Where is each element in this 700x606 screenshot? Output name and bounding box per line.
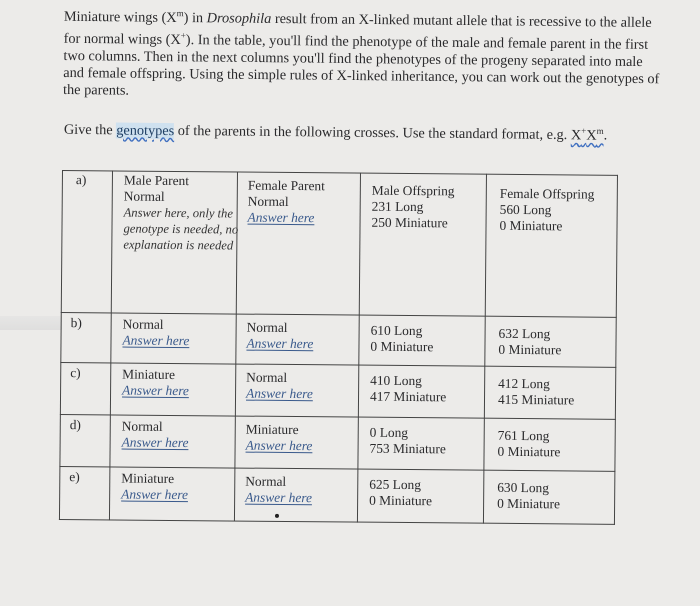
intro-text-4: result from an X-linked mutant allele that is recessive to the allele for normal wings (X xyxy=(63,10,652,48)
table-col-divider xyxy=(109,170,113,520)
male-parent-header: Male Parent xyxy=(123,172,190,189)
male-offspring-header: Male Offspring xyxy=(371,182,455,199)
female-offspring-cell: 630 Long 0 Miniature xyxy=(497,479,561,512)
answer-field[interactable]: Answer here xyxy=(122,382,189,399)
instruction-paragraph: Give the genotypes of the parents in the following crosses. Use the standard format, e.g. $X^+X^m$. xyxy=(63,121,608,144)
male-offspring-cell: 410 Long 417 Miniature xyxy=(369,372,447,405)
answer-field[interactable]: Answer here xyxy=(245,385,313,402)
answer-field[interactable]: Answer here xyxy=(247,209,315,226)
female-parent-cell: Normal Answer here xyxy=(236,370,366,403)
row-label: d) xyxy=(69,417,81,433)
female-offspring-cell: 761 Long 0 Miniature xyxy=(497,427,561,460)
instruction-text-1: Give the xyxy=(63,121,117,139)
intro-text-1: Miniature wings (X xyxy=(63,8,177,26)
male-parent-cell: Normal Answer here xyxy=(114,316,240,349)
row-label: b) xyxy=(70,315,82,331)
edge-shadow xyxy=(0,316,62,330)
male-offspring-cell: Male Offspring 231 Long 250 Miniature xyxy=(361,183,493,232)
row-label: e) xyxy=(69,469,80,485)
male-offspring-cell: 610 Long 0 Miniature xyxy=(370,322,434,355)
female-parent-cell xyxy=(238,178,368,227)
female-parent-cell: Miniature Answer here xyxy=(236,422,366,455)
female-parent-cell: Normal Answer here xyxy=(235,474,365,507)
answer-field[interactable]: Answer here xyxy=(245,437,313,454)
male-parent-cell xyxy=(115,172,242,253)
male-parent-cell: Miniature Answer here xyxy=(114,366,240,399)
female-offspring-cell: 412 Long 415 Miniature xyxy=(497,375,575,408)
female-offspring-cell: 632 Long 0 Miniature xyxy=(498,325,562,358)
female-parent-phenotype: Normal xyxy=(247,193,289,209)
crosses-table xyxy=(59,170,618,525)
female-parent-header: Female Parent xyxy=(247,177,325,194)
male-offspring-cell: 625 Long 0 Miniature xyxy=(369,476,433,509)
instruction-highlight: genotypes xyxy=(116,122,175,139)
intro-paragraph xyxy=(63,4,664,106)
male-parent-cell: Normal Answer here xyxy=(114,418,240,451)
male-parent-phenotype: Normal xyxy=(123,188,165,204)
table-border-bottom xyxy=(59,519,615,525)
answer-field[interactable]: Answer here xyxy=(121,486,189,503)
instruction-text-2: of the parents in the following crosses. Use the standard format, e.g. xyxy=(174,122,571,144)
female-parent-cell: Normal Answer here xyxy=(236,320,366,353)
intro-sup-1: m xyxy=(176,8,184,19)
answer-field[interactable]: Answer here xyxy=(246,335,314,352)
intro-text-5: ). In the table, you'll find the phenotype of the male and female parent in the first two columns. Then in the next columns you'll find the phenotypes of the progeny separated into male and female offspring. Using the simple rules of X-linked inheritance, you can work out the genotypes of the parents. xyxy=(63,32,660,100)
intro-species: Drosophila xyxy=(206,10,272,27)
answer-field[interactable]: Answer here xyxy=(245,489,313,506)
answer-field[interactable]: Answer here xyxy=(122,332,190,349)
row-label: c) xyxy=(70,365,81,381)
row-label: a) xyxy=(75,172,87,188)
ink-dot xyxy=(275,514,279,518)
answer-field[interactable]: Answer here xyxy=(121,434,189,451)
intro-text-2: ) in xyxy=(183,10,207,27)
intro-sup-2: + xyxy=(180,30,186,41)
male-parent-cell: Miniature Answer here xyxy=(113,470,239,503)
table-border-left xyxy=(59,170,63,520)
male-offspring-cell: 0 Long 753 Miniature xyxy=(369,424,446,457)
format-example: $X^+X^m$ xyxy=(570,125,604,144)
answer-field-note[interactable]: Answer here, only the genotype is needed, no explanation is needed xyxy=(123,205,239,253)
female-offspring-header: Female Offspring xyxy=(499,185,595,202)
female-offspring-cell: Female Offspring 560 Long 0 Miniature xyxy=(489,186,625,235)
